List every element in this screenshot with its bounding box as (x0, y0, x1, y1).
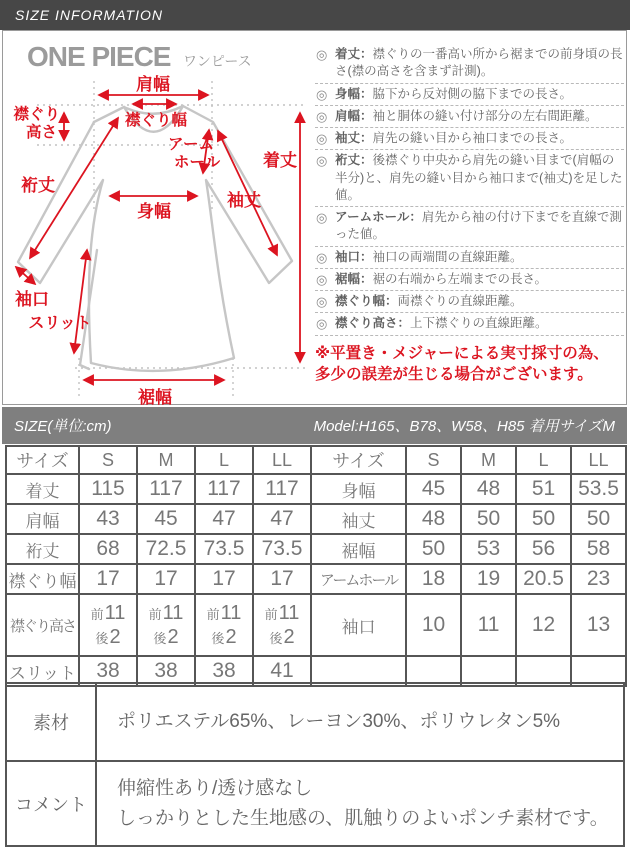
definition-term: 襟ぐり幅 (335, 294, 386, 308)
details-section (5, 682, 625, 847)
double-circle-bullet-icon: ◎ (316, 86, 328, 102)
definition-item (315, 291, 624, 313)
table-header-cell: サイズ (311, 446, 406, 474)
row-label-cell: 裄丈 (6, 534, 79, 564)
value-cell: 68 (79, 534, 137, 564)
definition-separator: ： (360, 131, 373, 145)
value-cell: 17 (137, 564, 195, 594)
definition-term: 襟ぐり高さ (335, 316, 398, 331)
value-cell: 117 (253, 474, 311, 504)
size-table-left (5, 445, 312, 687)
table-row (6, 594, 311, 656)
definition-item (315, 128, 624, 150)
definitions-list (315, 44, 624, 336)
definition-description: 肩先から袖の付け下までを直線で測った値。 (335, 210, 622, 242)
value-cell: 45 (137, 504, 195, 534)
page-title-bar (0, 0, 630, 30)
row-label-cell: スリット (6, 656, 79, 686)
value-cell: 前11 後2 (137, 594, 195, 656)
measurement-definitions (315, 44, 624, 386)
measurement-arrows (16, 95, 300, 380)
value-cell: 18 (406, 564, 461, 594)
neck-width-label: 襟ぐり幅 (124, 112, 188, 129)
value-cell: 73.5 (195, 534, 253, 564)
definition-term: アームホール (335, 210, 410, 224)
value-cell: 48 (406, 504, 461, 534)
row-label-cell: 袖口 (311, 594, 406, 656)
definition-item (315, 247, 624, 269)
definition-item (315, 84, 624, 106)
table-row (311, 474, 626, 504)
row-label-cell: 襟ぐり幅 (6, 564, 79, 594)
value-cell: 17 (195, 564, 253, 594)
definition-description: 後襟ぐり中央から肩先の縫い目まで(肩幅の半分)と、肩先の縫い目から袖口まで(袖丈)を足した値。 (335, 153, 623, 202)
value-cell: 13 (571, 594, 626, 656)
definition-term: 袖丈 (335, 131, 361, 145)
value-cell: 38 (137, 656, 195, 686)
size-table-left-mount (5, 445, 312, 687)
value-cell: 23 (571, 564, 626, 594)
page-title: SIZE INFORMATION (15, 7, 163, 23)
yuki-length-label: 裄丈 (21, 176, 55, 195)
definition-separator: ： (360, 86, 373, 101)
value-cell: 50 (406, 534, 461, 564)
product-title-en: ONE PIECE (27, 41, 171, 72)
table-row (6, 474, 311, 504)
definition-term: 肩幅 (335, 108, 361, 123)
value-cell: 47 (195, 504, 253, 534)
table-header-cell: S (406, 446, 461, 474)
table-row (311, 564, 626, 594)
definition-item (315, 313, 624, 335)
details-label-cell: コメント (6, 761, 96, 846)
definition-description: 上下襟ぐりの直線距離。 (410, 316, 548, 331)
definition-separator: ： (360, 47, 373, 61)
definition-term: 裄丈 (335, 153, 361, 168)
table-row (311, 594, 626, 656)
double-circle-bullet-icon: ◎ (316, 47, 328, 62)
table-header-cell: M (137, 446, 195, 474)
value-cell: 53.5 (571, 474, 626, 504)
row-label-cell: 肩幅 (6, 504, 79, 534)
value-cell: 前11 後2 (195, 594, 253, 656)
comment-row (6, 761, 624, 846)
double-circle-bullet-icon: ◎ (316, 249, 328, 265)
neck-height-label-1: 襟ぐり (13, 106, 60, 123)
row-label-cell: 襟ぐり高さ (6, 594, 79, 656)
table-header-cell: サイズ (6, 446, 79, 474)
armhole-label-2: ホール (173, 154, 221, 171)
value-cell: 43 (79, 504, 137, 534)
value-cell: 10 (406, 594, 461, 656)
armhole-label-1: アーム (167, 136, 215, 153)
details-label-cell: 素材 (6, 683, 96, 761)
value-cell: 41 (253, 656, 311, 686)
value-cell: 38 (195, 656, 253, 686)
details-table (5, 682, 625, 847)
double-circle-bullet-icon: ◎ (316, 108, 328, 124)
neck-height-label-2: 高さ (25, 124, 57, 141)
table-row (311, 534, 626, 564)
definition-description: 両襟ぐりの直線距離。 (397, 294, 523, 308)
material-row (6, 683, 624, 761)
value-cell: 20.5 (516, 564, 571, 594)
definition-description: 肩先の縫い目から袖口までの長さ。 (372, 131, 573, 145)
details-text-line: 伸縮性あり/透け感なし (117, 778, 313, 800)
value-cell: 17 (253, 564, 311, 594)
table-row (6, 564, 311, 594)
body-width-label: 身幅 (137, 202, 171, 221)
definition-description: 袖口の両端間の直線距離。 (372, 249, 523, 264)
definition-term: 着丈 (335, 47, 361, 61)
definition-separator: ： (360, 108, 373, 123)
table-header-cell: LL (571, 446, 626, 474)
definition-separator: ： (360, 249, 373, 264)
hem-width-label: 裾幅 (138, 388, 172, 405)
table-header-cell: M (461, 446, 516, 474)
row-label-cell: 着丈 (6, 474, 79, 504)
cuff-label: 袖口 (15, 290, 49, 309)
double-circle-bullet-icon: ◎ (316, 210, 328, 225)
definition-description: 脇下から反対側の脇下までの長さ。 (372, 86, 573, 101)
size-table-right (310, 445, 627, 687)
definition-item (315, 207, 624, 247)
size-table-right-mount (312, 445, 627, 687)
garment-measurement-diagram (5, 74, 311, 405)
size-unit-bar (2, 407, 627, 444)
shoulder-width-label: 肩幅 (136, 75, 170, 94)
slit-label: スリット (28, 315, 92, 332)
total-length-label: 着丈 (263, 151, 297, 170)
definition-description: 裾の右端から左端までの長さ。 (372, 271, 548, 286)
value-cell: 117 (195, 474, 253, 504)
row-label-cell: アームホール (311, 564, 406, 594)
value-cell: 12 (516, 594, 571, 656)
table-header-row (311, 446, 626, 474)
value-cell: 17 (79, 564, 137, 594)
value-cell: 50 (461, 504, 516, 534)
double-circle-bullet-icon: ◎ (316, 131, 328, 146)
details-text-line: しっかりとした生地感の、肌触りのよいポンチ素材です。 (117, 807, 609, 829)
double-circle-bullet-icon: ◎ (316, 294, 328, 309)
definition-description: 袖と胴体の縫い付け部分の左右間距離。 (372, 108, 598, 123)
value-cell: 前11 後2 (253, 594, 311, 656)
definition-description: 襟ぐりの一番高い所から裾までの前身頃の長さ(襟の高さを含まず計測)。 (335, 47, 623, 79)
value-cell: 47 (253, 504, 311, 534)
value-cell: 58 (571, 534, 626, 564)
sleeve-length-label: 袖丈 (227, 191, 261, 210)
value-cell: 50 (571, 504, 626, 534)
details-value-cell (96, 683, 624, 761)
details-text-line: ポリエステル65%、レーヨン30%、ポリウレタン5% (117, 711, 561, 733)
table-row (6, 504, 311, 534)
value-cell: 53 (461, 534, 516, 564)
table-header-cell: L (516, 446, 571, 474)
diagram-section (2, 30, 627, 405)
value-cell: 115 (79, 474, 137, 504)
double-circle-bullet-icon: ◎ (316, 271, 328, 287)
definition-term: 袖口 (335, 249, 361, 264)
table-header-cell: LL (253, 446, 311, 474)
value-cell: 前11 後2 (79, 594, 137, 656)
value-cell: 48 (461, 474, 516, 504)
definition-separator: ： (397, 316, 411, 331)
definition-item (315, 44, 624, 84)
product-title-ja: ワンピース (182, 53, 252, 69)
measurement-disclaimer: ※平置き・メジャーによる実寸採寸の為、多少の誤差が生じる場合がございます。 (315, 344, 609, 384)
double-circle-bullet-icon: ◎ (316, 316, 328, 332)
details-value-cell (96, 761, 624, 846)
size-unit-label: SIZE(単位:cm) (14, 418, 112, 435)
value-cell: 72.5 (137, 534, 195, 564)
double-circle-bullet-icon: ◎ (316, 153, 328, 169)
value-cell: 11 (461, 594, 516, 656)
value-cell: 117 (137, 474, 195, 504)
table-row (311, 504, 626, 534)
row-label-cell: 袖丈 (311, 504, 406, 534)
product-title-row (27, 41, 252, 73)
definition-separator: ： (409, 210, 422, 224)
value-cell: 45 (406, 474, 461, 504)
definition-item (315, 269, 624, 291)
definition-item (315, 150, 624, 207)
definition-term: 身幅 (335, 86, 361, 101)
definition-item (315, 106, 624, 128)
definition-separator: ： (385, 294, 398, 308)
value-cell: 73.5 (253, 534, 311, 564)
row-label-cell: 身幅 (311, 474, 406, 504)
table-header-row (6, 446, 311, 474)
definition-term: 裾幅 (335, 271, 361, 286)
value-cell: 19 (461, 564, 516, 594)
definition-separator: ： (360, 153, 373, 168)
table-header-cell: S (79, 446, 137, 474)
details-table-mount (5, 682, 625, 847)
definition-separator: ： (360, 271, 373, 286)
value-cell: 51 (516, 474, 571, 504)
table-header-cell: L (195, 446, 253, 474)
value-cell: 50 (516, 504, 571, 534)
table-row (6, 534, 311, 564)
row-label-cell: 裾幅 (311, 534, 406, 564)
value-cell: 38 (79, 656, 137, 686)
value-cell: 56 (516, 534, 571, 564)
model-info: Model:H165、B78、W58、H85 着用サイズM (313, 418, 615, 435)
size-tables (5, 445, 627, 687)
